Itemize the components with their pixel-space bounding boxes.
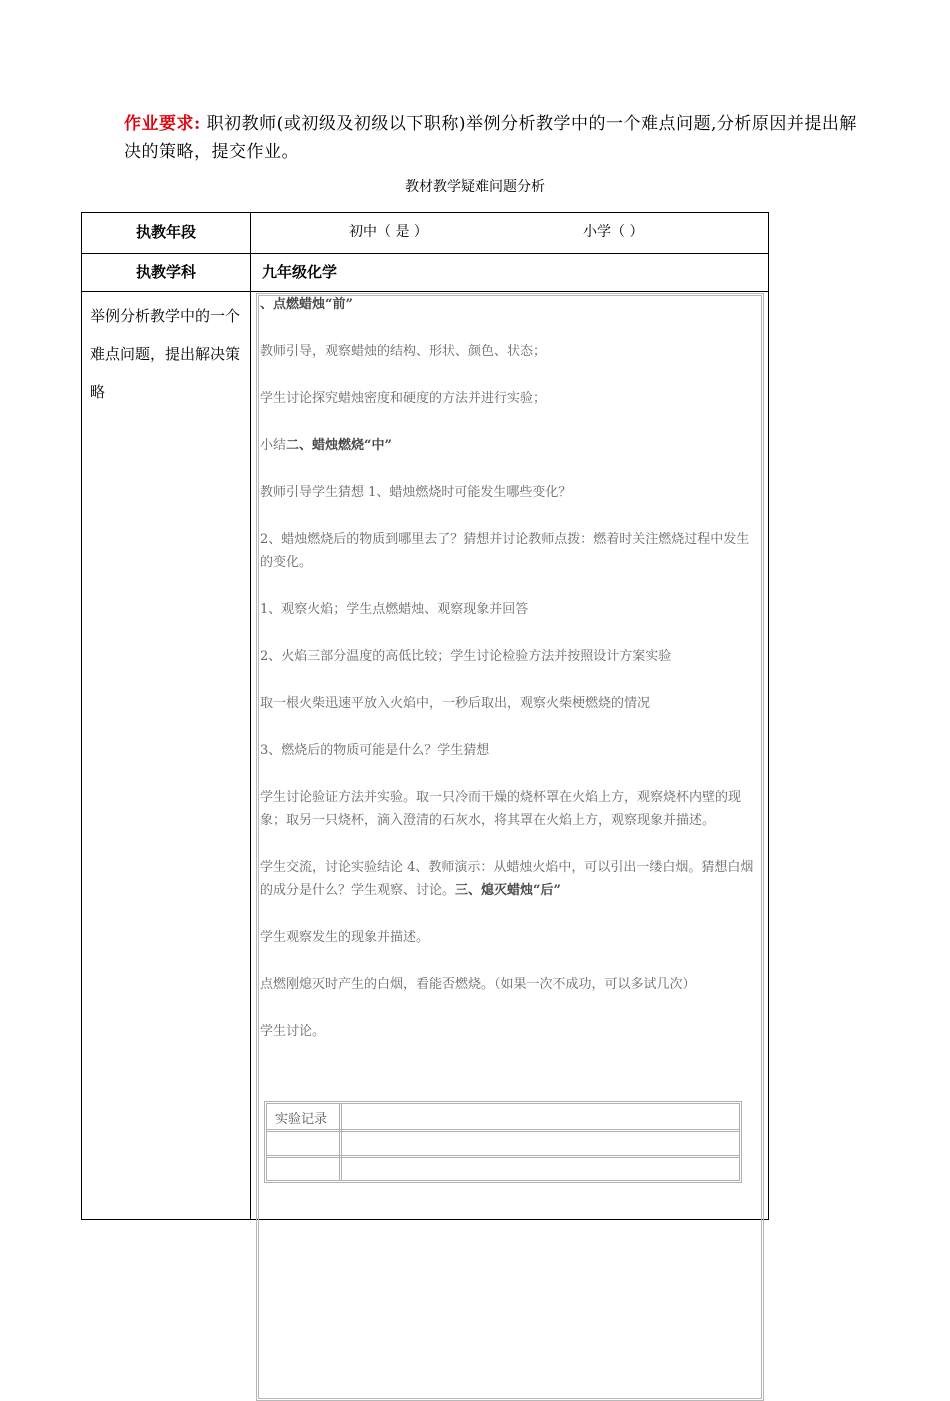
content-line: 学生观察发生的现象并描述。: [260, 930, 430, 945]
content-line: 3、燃烧后的物质可能是什么？学生猜想: [260, 743, 490, 758]
analysis-table: [81, 212, 769, 1220]
experiment-record-table: [264, 1101, 742, 1183]
content-line: 学生交流，讨论实验结论 4、教师演示：从蜡烛火焰中，可以引出一缕白烟。猜想白烟的成分是什么？学生观察、讨论。: [260, 860, 754, 898]
content-line: 学生讨论。: [260, 1024, 326, 1039]
junior-option: 初中（ 是 ）: [349, 224, 428, 240]
heading-during: 二、蜡烛燃烧“中”: [286, 438, 392, 453]
primary-option: 小学（ ）: [583, 224, 644, 240]
subject-header: 执教学科: [135, 263, 196, 281]
heading-after: 三、熄灭蜡烛“后”: [455, 883, 561, 898]
requirement-text: 职初教师(或初级及初级以下职称)举例分析教学中的一个难点问题,分析原因并提出解决的策略，提交作业。: [124, 114, 857, 162]
content-line: 2、蜡烛燃烧后的物质到哪里去了？猜想并讨论教师点拨：燃着时关注燃烧过程中发生的变化。: [260, 532, 750, 570]
grade-header: 执教年段: [135, 223, 196, 241]
content-line: 2、火焰三部分温度的高低比较；学生讨论检验方法并按照设计方案实验: [260, 649, 672, 664]
record-row-divider: [267, 1131, 739, 1132]
record-row-divider: [267, 1157, 739, 1158]
document-title: 教材教学疑难问题分析: [405, 179, 545, 195]
requirement-label: 作业要求:: [124, 114, 201, 134]
heading-before: 、点燃蜡烛“前”: [260, 297, 353, 312]
record-label: 实验记录: [275, 1112, 328, 1127]
row-divider: [82, 253, 768, 254]
record-row-divider: [267, 1129, 739, 1130]
row-divider: [82, 291, 768, 292]
record-row-divider: [267, 1155, 739, 1156]
lesson-content: [260, 293, 762, 1067]
grade-row: [251, 213, 768, 253]
content-line: 教师引导学生猜想 1、蜡烛燃烧时可能发生哪些变化？: [260, 485, 572, 500]
content-line: 1、观察火焰；学生点燃蜡烛、观察现象并回答: [260, 602, 529, 617]
content-line: 学生讨论验证方法并实验。取一只冷而干燥的烧杯罩在火焰上方，观察烧杯内壁的现象；取另一只烧杯，滴入澄清的石灰水，将其罩在火焰上方，观察现象并描述。: [260, 790, 742, 828]
record-column-divider: [339, 1104, 342, 1180]
content-line: 教师引导，观察蜡烛的结构、形状、颜色、状态；: [260, 344, 547, 359]
content-line: 点燃刚熄灭时产生的白烟，看能否燃烧。（如果一次不成功，可以多试几次）: [260, 977, 696, 992]
content-line: 取一根火柴迅速平放入火焰中，一秒后取出，观察火柴梗燃烧的情况: [260, 696, 651, 711]
column-divider: [250, 213, 251, 1219]
subject-value: 九年级化学: [262, 263, 338, 281]
content-line: 学生讨论探究蜡烛密度和硬度的方法并进行实验；: [260, 391, 547, 406]
assignment-requirement: [124, 110, 864, 166]
problem-header: 举例分析教学中的一个难点问题，提出解决策略: [90, 307, 241, 401]
summary-prefix: 小结: [260, 438, 287, 453]
